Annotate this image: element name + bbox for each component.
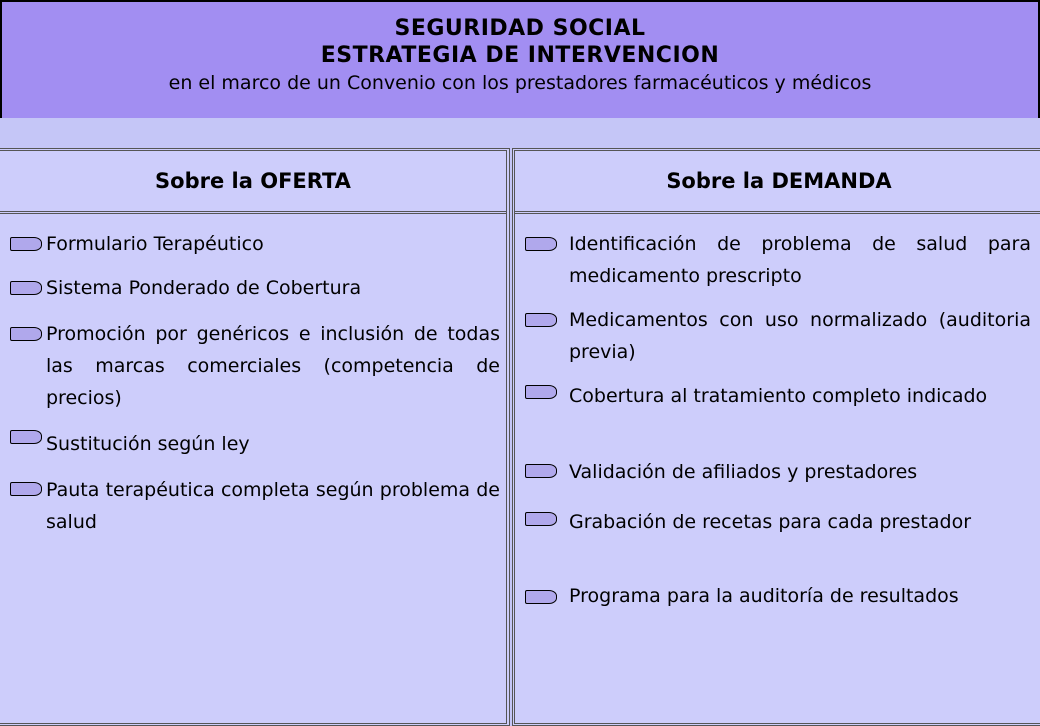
list-item: Medicamentos con uso normalizado (auditoria previa) [569, 309, 1031, 363]
list-item: Validación de afiliados y prestadores [569, 461, 918, 483]
arrow-bullet-icon [525, 590, 557, 604]
arrow-bullet-icon [10, 482, 42, 496]
demanda-heading: Sobre la DEMANDA [515, 151, 1040, 214]
list-item: Sustitución según ley [46, 433, 250, 455]
demanda-column [512, 148, 1040, 726]
title-box [0, 0, 1040, 120]
arrow-bullet-icon [525, 385, 557, 399]
list-item: Promoción por genéricos e inclusión de todas las marcas comerciales (competencia de precios) [46, 323, 500, 409]
list-item: Grabación de recetas para cada prestador [569, 511, 972, 533]
list-item: Pauta terapéutica completa según problema de salud [46, 479, 500, 533]
arrow-bullet-icon [525, 512, 557, 526]
arrow-bullet-icon [10, 237, 42, 251]
list-item: Formulario Terapéutico [46, 233, 264, 255]
arrow-bullet-icon [525, 237, 557, 251]
list-item: Identificación de problema de salud para medicamento prescripto [569, 233, 1031, 287]
list-item: Sistema Ponderado de Cobertura [46, 277, 362, 299]
list-item: Cobertura al tratamiento completo indicado [569, 385, 988, 407]
arrow-bullet-icon [10, 430, 42, 444]
arrow-bullet-icon [10, 281, 42, 295]
subtitle: en el marco de un Convenio con los prestadores farmacéuticos y médicos [168, 72, 872, 94]
separator-band [0, 118, 1040, 148]
title-line-2: ESTRATEGIA DE INTERVENCION [320, 43, 720, 68]
arrow-bullet-icon [525, 313, 557, 327]
arrow-bullet-icon [525, 464, 557, 478]
title-line-1: SEGURIDAD SOCIAL [394, 16, 646, 41]
oferta-heading: Sobre la OFERTA [0, 151, 506, 214]
arrow-bullet-icon [10, 327, 42, 341]
list-item: Programa para la auditoría de resultados [569, 585, 959, 607]
oferta-column [0, 148, 510, 726]
